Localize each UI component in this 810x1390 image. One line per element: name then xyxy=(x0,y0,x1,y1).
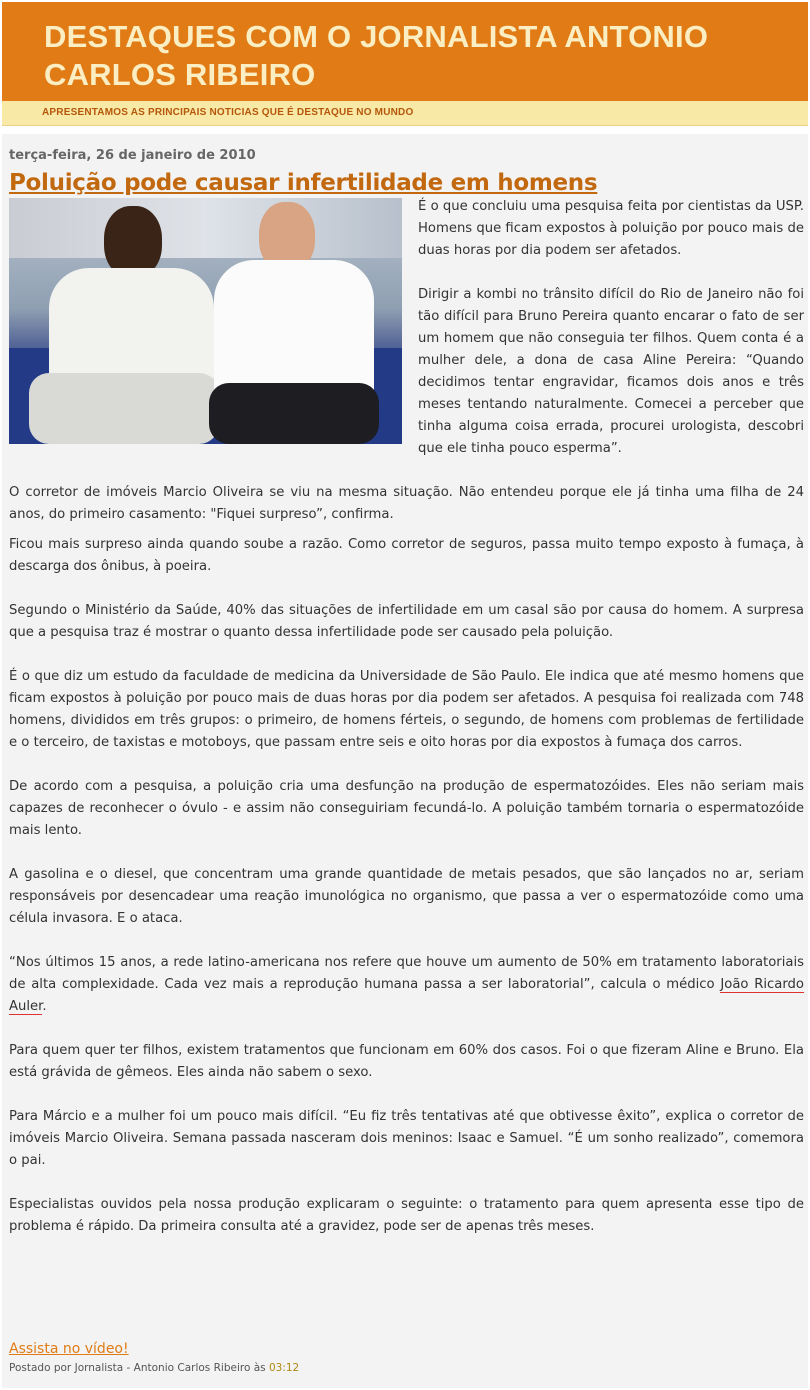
at-label: às xyxy=(253,1362,266,1374)
paragraph: Para quem quer ter filhos, existem tratamentos que funcionam em 60% dos casos. Foi o que fizeram Aline e Bruno. Ela está grávida de gêmeos. Eles ainda não sabem o sexo. xyxy=(9,1043,804,1080)
photo-person-right-legs xyxy=(209,383,379,444)
paragraph: É o que diz um estudo da faculdade de medicina da Universidade de São Paulo. Ele indica que até mesmo homens que ficam expostos à poluição por pouco mais de duas horas por dia podem ser afetados. A pesquisa foi realizada com 748 homens, divididos em três grupos: o primeiro, de homens férteis, o segundo, de homens com problemas de fertilidade e o terceiro, de taxistas e motoboys, que passam entre seis e oito horas por dia expostos à fumaça dos carros. xyxy=(9,669,804,750)
quote-end: . xyxy=(42,999,47,1014)
paragraph: De acordo com a pesquisa, a poluição cria uma desfunção na produção de espermatozóides. Eles não seriam mais capazes de reconhecer o óvulo - e assim não conseguiriam fecundá-lo. A poluição também tornaria o espermatozóide mais lento. xyxy=(9,779,804,838)
photo-person-left-body xyxy=(49,268,214,388)
post-body xyxy=(9,196,804,1260)
paragraph: Segundo o Ministério da Saúde, 40% das situações de infertilidade em um casal são por causa do homem. A surpresa que a pesquisa traz é mostrar o quanto dessa infertilidade pode ser causado pela poluição. xyxy=(9,603,804,640)
blog-header xyxy=(2,2,808,101)
post-author[interactable]: Jornalista - Antonio Carlos Ribeiro xyxy=(74,1362,251,1374)
blog-description-bar xyxy=(2,101,808,126)
paragraph: É o que concluiu uma pesquisa feita por cientistas da USP. Homens que ficam expostos à poluição por pouco mais de duas horas por dia podem ser afetados. xyxy=(418,199,804,258)
quote-text: “Nos últimos 15 anos, a rede latino-americana nos refere que houve um aumento de 50% em tratamento laboratoriais de alta complexidade. Cada vez mais a reprodução humana passa a ser laboratorial”, calcula o médico xyxy=(9,955,804,992)
posted-by-label: Postado por xyxy=(9,1362,72,1374)
paragraph: Dirigir a kombi no trânsito difícil do Rio de Janeiro não foi tão difícil para Bruno Pereira quanto encarar o fato de ser um homem que não conseguia ter filhos. Quem conta é a mulher dele, a dona de casa Aline Pereira: “Quando decidimos tentar engravidar, ficamos dois anos e três meses tentando naturalmente. Comecei a perceber que tinha alguma coisa errada, procurei urologista, descobri que ele tinha pouco esperma”. xyxy=(418,287,804,456)
quote-paragraph xyxy=(9,952,804,1018)
photo-person-left-legs xyxy=(29,373,219,444)
paragraph: Especialistas ouvidos pela nossa produção explicaram o seguinte: o tratamento para quem apresenta esse tipo de problema é rápido. Da primeira consulta até a gravidez, pode ser de apenas três meses. xyxy=(9,1197,804,1234)
blog-title[interactable]: DESTAQUES COM O JORNALISTA ANTONIO CARLOS RIBEIRO xyxy=(44,19,709,92)
date-header: terça-feira, 26 de janeiro de 2010 xyxy=(9,148,256,163)
doctor-name: João Ricardo Auler xyxy=(9,977,804,1014)
paragraph: A gasolina e o diesel, que concentram uma grande quantidade de metais pesados, que são lançados no ar, seriam responsáveis por desencadear uma reação imunológica no organismo, que passa a ver o espermatozóide como uma célula invasora. E o ataca. xyxy=(9,867,804,926)
video-link[interactable]: Assista no vídeo! xyxy=(9,1341,129,1357)
post-footer xyxy=(9,1341,804,1374)
post-title[interactable]: Poluição pode causar infertilidade em homens xyxy=(9,170,598,196)
photo-backdrop xyxy=(9,198,402,258)
paragraph: Ficou mais surpreso ainda quando soube a razão. Como corretor de seguros, passa muito tempo exposto à fumaça, à descarga dos ônibus, à poeira. xyxy=(9,537,804,574)
blog-description: APRESENTAMOS AS PRINCIPAIS NOTICIAS QUE É DESTAQUE NO MUNDO xyxy=(42,107,414,118)
paragraph: O corretor de imóveis Marcio Oliveira se viu na mesma situação. Não entendeu porque ele já tinha uma filha de 24 anos, do primeiro casamento: "Fiquei surpreso”, confirma. xyxy=(9,485,804,522)
paragraph: Para Márcio e a mulher foi um pouco mais difícil. “Eu fiz três tentativas até que obtivesse êxito”, explica o corretor de imóveis Marcio Oliveira. Semana passada nasceram dois meninos: Isaac e Samuel. “É um sonho realizado”, comemora o pai. xyxy=(9,1109,804,1168)
post xyxy=(2,134,808,1388)
post-byline xyxy=(9,1362,804,1374)
post-photo[interactable] xyxy=(9,198,402,444)
post-timestamp[interactable]: 03:12 xyxy=(268,1362,300,1374)
